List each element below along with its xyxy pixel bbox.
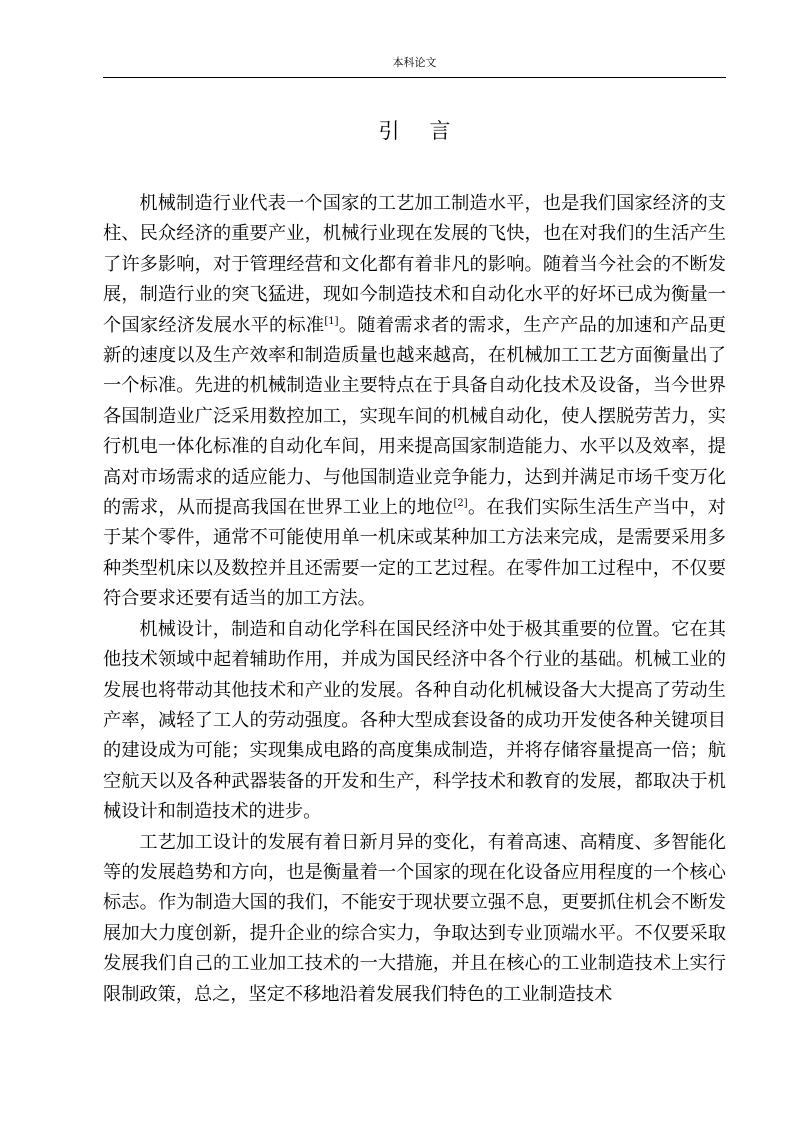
citation-2: [2] bbox=[453, 498, 468, 510]
text-run: 工艺加工设计的发展有着日新月异的变化，有着高速、高精度、多智能化等的发展趋势和方向，也是衡量着一个国家的现在化设备应用程度的一个核心标志。作为制造大国的我们，不能安于现状要立强不息，更要抓住机会不断发展加大力度创新，提升企业的综合实力，争取达到专业顶端水平。不仅要采取发展我们自己的工业加工技术的一大措施，并且在核心的工业制造技术上实行限制政策，总之，坚定不移地沿着发展我们特色的工业制造技术 bbox=[103, 831, 726, 1005]
paragraph-2 bbox=[103, 615, 726, 828]
section-title: 引言 bbox=[378, 119, 481, 143]
running-header: 本科论文 bbox=[392, 56, 437, 69]
text-run: 。随着需求者的需求，生产产品的加速和产品更新的速度以及生产效率和制造质量也越来越高，在机械加工工艺方面衡量出了一个标准。先进的机械制造业主要特点在于具备自动化技术及设备，当今世界各国制造业广泛采用数控加工，实现车间的机械自动化，使人摆脱劳苦力，实行机电一体化标准的自动化车间，用来提高国家制造能力、水平以及效率，提高对市场需求的适应能力、与他国制造业竞争能力，达到并满足市场千变万化的需求，从而提高我国在世界工业上的地位 bbox=[103, 314, 726, 519]
paragraph-1 bbox=[103, 189, 726, 615]
paragraph-3 bbox=[103, 828, 726, 1010]
header-rule bbox=[103, 77, 726, 78]
text-run: 机械设计，制造和自动化学科在国民经济中处于极其重要的位置。它在其他技术领域中起着辅助作用，并成为国民经济中各个行业的基础。机械工业的发展也将带动其他技术和产业的发展。各种自动化机械设备大大提高了劳动生产率，减轻了工人的劳动强度。各种大型成套设备的成功开发使各种关键项目的建设成为可能；实现集成电路的高度集成制造，并将存储容量提高一倍；航空航天以及各种武器装备的开发和生产，科学技术和教育的发展，都取决于机械设计和制造技术的进步。 bbox=[103, 618, 726, 823]
text-run: 机械制造行业代表一个国家的工艺加工制造水平，也是我们国家经济的支柱、民众经济的重要产业，机械行业现在发展的飞快，也在对我们的生活产生了许多影响，对于管理经营和文化都有着非凡的影响。随着当今社会的不断发展，制造行业的突飞猛进，现如今制造技术和自动化水平的好坏已成为衡量一个国家经济发展水平的标准 bbox=[103, 193, 726, 336]
text-run: 。在我们实际生活生产当中，对于某个零件，通常不可能使用单一机床或某种加工方法来完成，是需要采用多种类型机床以及数控并且还需要一定的工艺过程。在零件加工过程中，不仅要符合要求还要有适当的加工方法。 bbox=[103, 497, 726, 610]
body-text bbox=[103, 189, 726, 1010]
citation-1: [1] bbox=[324, 315, 339, 327]
